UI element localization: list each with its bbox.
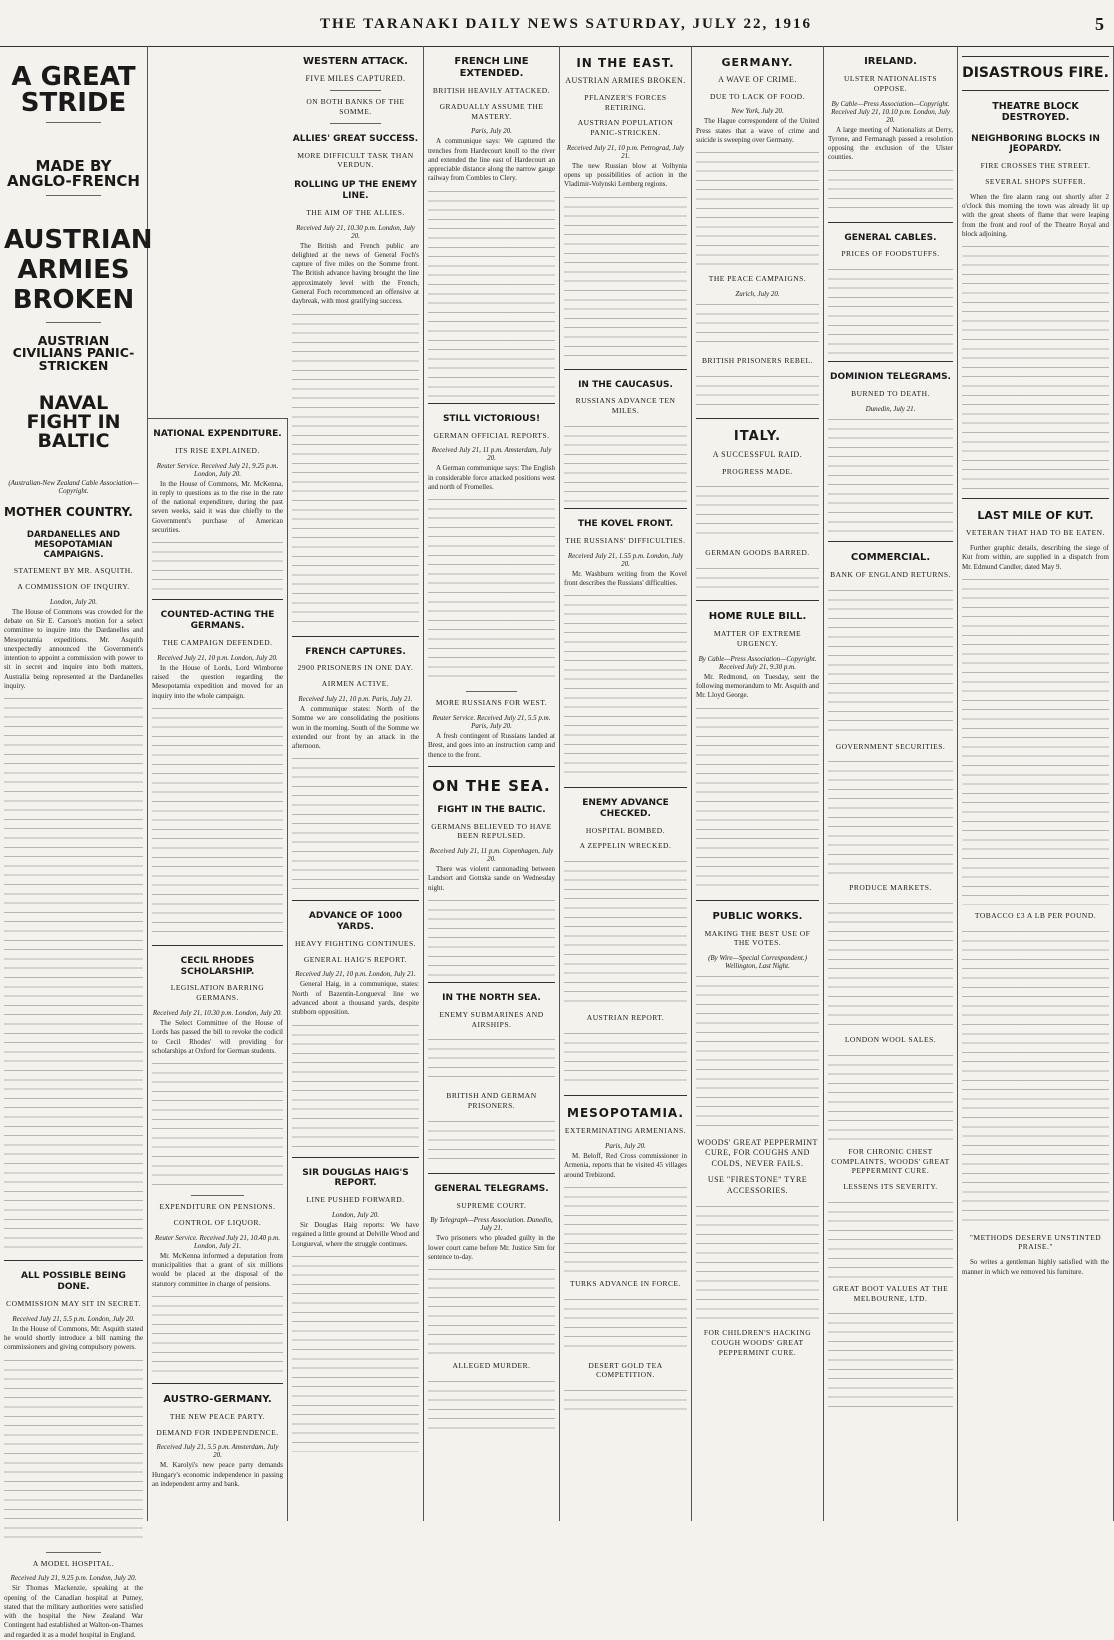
veteran-eaten-sub: VETERAN THAT HAD TO BE EATEN. [966,528,1105,538]
article-body: In the House of Lords, Lord Wimborne raised the question regarding the Mesopotamia expedition and moved for an inquiry into the whole campaign. [152,663,283,700]
article-text-continued [828,415,953,535]
severity-sub: LESSENS ITS SEVERITY. [843,1182,938,1192]
foodstuffs-sub: PRICES OF FOODSTUFFS. [841,249,940,259]
baltic-fight-head: FIGHT IN THE BALTIC. [437,804,546,815]
successful-raid-sub: A SUCCESSFUL RAID. [712,450,803,460]
article-text-continued [828,1198,953,1278]
supreme-court-sub: SUPREME COURT. [456,1200,527,1210]
dateline: Received July 21, 1.55 p.m. London, July 20. [567,551,684,568]
article-text-continued [564,857,687,1007]
repulsed-sub: GERMANS BELIEVED TO HAVE BEEN REPULSED. [431,821,552,841]
article-body: So writes a gentleman highly satisfied with the manner in which we removed his furniture. [962,1258,1109,1276]
barring-germans-sub: LEGISLATION BARRING GERMANS. [170,983,265,1003]
dateline: By Cable—Press Association—Copyright. Received July 21, 10.10 p.m. London, July 20. [831,99,950,124]
article-text-continued [696,704,819,894]
section-douglas-haig: SIR DOUGLAS HAIG'S REPORT. [302,1167,409,1189]
headline-anglo-french: MADE BY ANGLO-FRENCH [7,157,140,190]
article-text-continued [152,538,283,593]
dateline: Received July 21, 5.5 p.m. London, July 20. [12,1314,135,1323]
column-5 [560,46,692,1521]
produce-sub: PRODUCE MARKETS. [849,883,932,893]
section-enemy-checked: ENEMY ADVANCE CHECKED. [582,798,669,819]
ulster-sub: ULSTER NATIONALISTS OPPOSE. [843,74,938,93]
commission-inquiry-sub: A COMMISSION OF INQUIRY. [17,581,130,591]
article-text-continued [696,148,819,268]
dateline: By Cable—Press Association—Copyright. Received July 21, 9.30 p.m. [698,654,817,671]
five-miles-sub: FIVE MILES CAPTURED. [305,74,406,83]
independence-sub: DEMAND FOR INDEPENDENCE. [156,1427,279,1437]
article-body: There was violent cannonading between Landsort and Gottska sande on Wednesday night. [428,865,555,892]
neighboring-blocks-sub: NEIGHBORING BLOCKS IN JEOPARDY. [971,133,1100,155]
section-on-the-sea: ON THE SEA. [432,776,551,795]
section-general-cables: GENERAL CABLES. [844,232,937,243]
dateline: London, July 20. [331,1211,380,1220]
section-austro-germany: AUSTRO-GERMANY. [163,1393,272,1405]
article-text-continued [292,310,419,630]
article-text-continued [962,575,1109,905]
dateline: Received July 21, 10 p.m. Petrograd, July 21. [566,143,685,160]
ad-firestone: USE "FIRESTONE" TYRE ACCESSORIES. [707,1175,808,1195]
article-body: The House of Commons was crowded for the debate on Sir E. Carson's motion for a select committee to inquire into the Dardanelles and Mesopotamia expeditions. Mr. Asquith unexpectedly announced the Government's intention to appoint a commission with power to sit in secret and inquire into both matters, Australia being represented at the Dardanelles inquiry. [4,607,143,690]
section-cecil-rhodes: CECIL RHODES SCHOLARSHIP. [180,955,255,977]
crosses-street-sub: FIRE CROSSES THE STREET. [980,161,1091,171]
panic-sub: AUSTRIAN POPULATION PANIC-STRICKEN. [577,118,674,138]
article-text-continued [828,586,953,736]
article-text-continued [292,754,419,894]
section-national-expenditure: NATIONAL EXPENDITURE. [153,429,282,439]
article-body: The Hague correspondent of the United Press states that a wave of crime and suicide is sweeping over Germany. [696,117,819,144]
column-7 [824,46,958,1521]
desert-gold-sub: DESERT GOLD TEA COMPETITION. [588,1360,663,1380]
prisoners-rebel-sub: BRITISH PRISONERS REBEL. [702,355,813,365]
dateline: Received July 21, 10.30 p.m. London, July 20. [296,223,415,240]
article-body: Mr. Washburn writing from the Kovel front describes the Russians' difficulties. [564,569,687,587]
section-public-works: PUBLIC WORKS. [712,910,803,922]
column-6 [692,46,824,1521]
article-text-continued [564,1295,687,1355]
article-body: Sir Thomas Mackenzie, speaking at the opening of the Canadian hospital at Putney, stated that the military authorities were satisfied with the hospital the New Zealand War Contingent had established at Walton-on-Thames and regarded it as a model hospital in England. [4,1584,143,1639]
article-body: Mr. Redmond, on Tuesday, sent the following memorandum to Mr. Asquith and Mr. Lloyd George. [696,672,819,700]
section-kut: LAST MILE OF KUT. [977,509,1094,523]
article-text-continued [152,1292,283,1377]
securities-sub: GOVERNMENT SECURITIES. [835,741,946,751]
article-text-continued [564,1029,687,1089]
somme-banks-sub: ON BOTH BANKS OF THE SOMME. [306,97,405,117]
article-body: M. Beloff, Red Cross commissioner in Armenia, reports that he visited 45 villages around Trebizond. [564,1152,687,1179]
ad-chronic-chest: FOR CHRONIC CHEST COMPLAINTS, WOODS' GREAT PEPPERMINT CURE. [831,1146,950,1176]
column-3 [288,46,424,1521]
article-text-continued [4,694,143,1254]
dateline: Received July 21, 10 p.m. London, July 21. [295,970,416,979]
dateline: Dunedin, July 21. [865,404,916,413]
rolling-up-head: ROLLING UP THE ENEMY LINE. [294,180,417,201]
article-text-continued [696,972,819,1132]
article-text-continued [428,1117,555,1167]
turks-advance-sub: TURKS ADVANCE IN FORCE. [570,1278,681,1288]
dateline: Received July 21, 9.25 p.m. London, July 20. [10,1574,137,1583]
section-germany: GERMANY. [721,56,794,69]
article-text-continued [428,896,555,976]
section-in-the-east: IN THE EAST. [576,56,675,70]
peace-party-sub: THE NEW PEACE PARTY. [169,1411,266,1421]
zeppelin-sub: A ZEPPELIN WRECKED. [579,841,672,851]
article-text-continued [152,1059,283,1189]
page-number: 5 [1095,14,1104,34]
section-caucasus: IN THE CAUCASUS. [578,379,673,390]
aim-allies-sub: THE AIM OF THE ALLIES. [306,207,405,217]
article-body: The new Russian blow at Volhynia opens up possibilities of action in the Vladimir-Volynski Lemberg regions. [564,161,687,189]
article-text-continued [828,265,953,355]
article-body: When the fire alarm rang out shortly after 2 o'clock this morning the town was already lit up with the great sheets of flame that were leaping from the front and roof of the Theatre Royal and block adjoining. [962,192,1109,238]
article-text-continued [564,591,687,781]
progress-sub: PROGRESS MADE. [722,466,793,476]
dateline: Received July 21, 10 p.m. London, July 20. [157,653,278,662]
boot-values-sub: GREAT BOOT VALUES AT THE MELBOURNE, LTD. [832,1283,949,1303]
article-body: M. Karolyi's new peace party demands Hungary's economic independence in passing an independent army and bank. [152,1461,283,1488]
liquor-sub: CONTROL OF LIQUOR. [173,1217,262,1227]
article-text-continued [428,1265,555,1355]
article-text-continued [564,1183,687,1273]
shops-suffer-sub: SEVERAL SHOPS SUFFER. [985,176,1086,186]
article-text-continued [428,495,555,685]
article-body: A German communique says: The English in considerable force attacked positions west and north of Fromelles. [428,464,555,491]
dateline: New York, July 20. [731,107,784,116]
section-advance-yards: ADVANCE OF 1000 YARDS. [308,911,403,933]
headline-civilians-panic: AUSTRIAN CIVILIANS PANIC-STRICKEN [12,332,135,373]
section-mother-country: MOTHER COUNTRY. [4,505,133,520]
article-text-continued [564,1386,687,1416]
article-body: In the House of Commons, Mr. Asquith stated he would shortly introduce a bill naming the commissioners and giving compulsory powers. [4,1324,143,1352]
article-text-continued [962,242,1109,492]
article-text-continued [564,422,687,502]
section-commercial: COMMERCIAL. [850,551,931,563]
dateline: Received July 21, 10.30 p.m. London, July 20. [152,1008,283,1017]
prisoners-sub: BRITISH AND GERMAN PRISONERS. [446,1091,537,1111]
ad-woods-cure: WOODS' GREAT PEPPERMINT CURE, FOR COUGHS AND COLDS, NEVER FAILS. [697,1138,818,1168]
dateline: Received July 21, 5.5 p.m. Amsterdam, July 20. [156,1443,279,1460]
section-french-captures: FRENCH CAPTURES. [305,646,406,657]
campaign-defended-sub: THE CAMPAIGN DEFENDED. [162,637,273,647]
article-body: Mr. McKenna informed a deputation from municipalities that a grant of six millions would be placed at the disposal of the statutory committee in charge of pensions. [152,1251,283,1288]
article-text-continued [828,166,953,216]
section-french-line: FRENCH LINE EXTENDED. [454,56,529,79]
article-text-continued [696,372,819,412]
article-body: A communique states: North of the Somme we are consolidating the positions won in the morning. South of the Somme we extended our front by an attack in the afternoon. [292,704,419,751]
article-body: Further graphic details, describing the siege of Kut from within, are supplied in a dispatch from Mr. Edmund Candler, dated May 9. [962,544,1109,571]
russians-difficulties-sub: THE RUSSIANS' DIFFICULTIES. [565,535,686,545]
headline-naval-fight: NAVAL FIGHT IN BALTIC [26,392,121,453]
burned-sub: BURNED TO DEATH. [851,389,930,399]
austrian-broken-sub: AUSTRIAN ARMIES BROKEN. [565,76,686,86]
wool-sales-sub: LONDON WOOL SALES. [844,1035,937,1045]
section-dardanelles-sub: DARDANELLES AND MESOPOTAMIAN CAMPAIGNS. [26,529,121,560]
article-body: A large meeting of Nationalists at Derry, Tyrone, and Fermanagh passed a resolution opposing the exclusion of the Ulster counties. [828,125,953,162]
section-dominion-telegrams: DOMINION TELEGRAMS. [830,372,951,383]
ten-miles-sub: RUSSIANS ADVANCE TEN MILES. [575,396,676,416]
urgency-sub: MATTER OF EXTREME URGENCY. [713,629,802,648]
german-reports-sub: GERMAN OFFICIAL REPORTS. [433,430,550,440]
article-text-continued [696,300,819,350]
article-text-continued [292,1252,419,1452]
article-text-continued [428,187,555,397]
article-body: The British and French public are delighted at the news of General Foch's capture of five miles on the Somme front. The British advance having brought the line approximately level with the French, General Foch recommenced an offensive at daybreak, with most gratifying success. [292,241,419,306]
section-western-attack: WESTERN ATTACK. [303,56,408,67]
masthead [0,0,1114,47]
wave-crime-sub: A WAVE OF CRIME. [718,75,797,85]
airmen-sub: AIRMEN ACTIVE. [321,679,390,689]
article-text-continued [152,704,283,939]
dateline: Paris, July 20. [471,127,512,136]
dateline: Received July 21, 11 p.m. Copenhagen, July 20. [429,847,554,864]
article-text-continued [696,564,819,594]
article-body: Two prisoners who pleaded guilty in the lower court came before Mr. Justice Sim for sentence to-day. [428,1234,555,1261]
ad-hacking-cough: FOR CHILDREN'S HACKING COUGH WOODS' GREAT PEPPERMINT CURE. [703,1328,812,1357]
article-text-continued [696,482,819,542]
german-goods-sub: GERMAN GOODS BARRED. [705,548,810,558]
pensions-sub: EXPENDITURE ON PENSIONS. [159,1202,276,1212]
asquith-statement-sub: STATEMENT BY MR. ASQUITH. [13,566,134,576]
section-kovel-front: THE KOVEL FRONT. [577,518,674,529]
column-1 [0,46,153,1639]
dateline: Reuter Service. Received July 21, 5.5 p.m. Paris, July 20. [432,713,551,730]
dateline: London, July 20. [49,597,98,606]
article-text-continued [828,1309,953,1409]
masthead-title: THE TARANAKI DAILY NEWS SATURDAY, JULY 22, 1916 [320,16,813,32]
article-body: Sir Douglas Haig reports: We have regained a little ground at Delville Wood and Longueval, where the struggle continues. [292,1221,419,1248]
rise-explained-sub: ITS RISE EXPLAINED. [175,445,260,455]
dateline: (By Wire—Special Correspondent.) Wellington, Last Night. [708,954,807,971]
article-body: In the House of Commons, Mr. McKenna, in reply to questions as to the rise in the rate of the national expenditure, during the past seven weeks, said it was due chiefly to the Government's purchase of American securities. [152,479,283,535]
article-body: A fresh contingent of Russians landed at Brest, and goes into an instruction camp and thence to the front. [428,731,555,759]
article-text-continued [828,899,953,1029]
article-body: A communique says: We captured the trenches from Hardecourt knoll to the river and extended the line east of Hardecourt an appreciable distance along the narrow gauge railway from Combles to Clery. [428,137,555,183]
hospital-bombed-sub: HOSPITAL BOMBED. [585,825,666,835]
heavy-fighting-sub: HEAVY FIGHTING CONTINUES. [294,938,417,948]
dateline: Reuter Service. Received July 21, 9.25 p.m. London, July 20. [156,461,279,478]
section-general-telegrams: GENERAL TELEGRAMS. [434,1183,549,1194]
column-4 [424,46,560,1521]
article-text-continued [4,1356,143,1546]
column-2 [148,418,288,1521]
armenians-sub: EXTERMINATING ARMENIANS. [564,1126,687,1136]
article-text-continued [828,757,953,877]
column-8 [958,46,1114,1521]
article-text-continued [292,1021,419,1151]
headline-austrian-armies: AUSTRIAN ARMIES BROKEN [4,225,153,315]
article-text-continued [828,1051,953,1141]
commission-secret-sub: COMMISSION MAY SIT IN SECRET. [6,1298,141,1308]
dateline: Paris, July 20. [605,1142,646,1151]
section-italy: ITALY. [733,428,782,444]
model-hospital-sub: A MODEL HOSPITAL. [32,1558,115,1568]
lack-food-sub: DUE TO LACK OF FOOD. [710,91,805,101]
section-counted-acting: COUNTED-ACTING THE GERMANS. [160,610,275,632]
best-use-sub: MAKING THE BEST USE OF THE VOTES. [704,928,811,948]
alleged-murder-sub: ALLEGED MURDER. [452,1361,531,1371]
section-north-sea: IN THE NORTH SEA. [442,993,541,1003]
section-mesopotamia: MESOPOTAMIA. [567,1105,684,1120]
article-text-continued [696,1202,819,1322]
section-disastrous-fire: DISASTROUS FIRE. [962,56,1109,91]
section-home-rule: HOME RULE BILL. [708,611,807,623]
methods-praise-sub: "METHODS DESERVE UNSTINTED PRAISE." [969,1232,1102,1252]
dateline: Reuter Service. Received July 21, 10.40 p.m. London, July 21. [155,1233,280,1250]
article-text-continued [428,1377,555,1437]
tobacco-sub: TOBACCO £3 A LB PER POUND. [974,910,1097,920]
mastery-sub: GRADUALLY ASSUME THE MASTERY. [439,101,544,121]
austrian-report-sub: AUSTRIAN REPORT. [586,1013,665,1023]
section-ireland: IRELAND. [864,56,917,67]
pflanzer-sub: PFLANZER'S FORCES RETIRING. [584,92,667,112]
article-text-continued [564,193,687,363]
cable-credit: (Australian-New Zealand Cable Association—Copyright. [8,479,139,496]
dateline: Zurich, July 20. [735,289,780,298]
peace-campaigns-sub: THE PEACE CAMPAIGNS. [708,274,807,284]
russians-west-sub: MORE RUSSIANS FOR WEST. [435,698,548,708]
theatre-block-sub: THEATRE BLOCK DESTROYED. [992,100,1079,124]
article-text-continued [428,1035,555,1085]
section-all-possible: ALL POSSIBLE BEING DONE. [21,1271,126,1293]
article-body: General Haig, in a communique, states: North of Bazentin-Longueval line we advanced about a thousand yards, despite stubborn opposition. [292,980,419,1017]
haig-report-sub: GENERAL HAIG'S REPORT. [303,954,408,964]
allies-success-head: ALLIES' GREAT SUCCESS. [292,133,419,144]
dateline: Received July 21, 10 p.m. Paris, July 21. [298,694,413,703]
submarines-sub: ENEMY SUBMARINES AND AIRSHIPS. [439,1009,544,1029]
bank-england-sub: BANK OF ENGLAND RETURNS. [830,569,951,579]
section-still-victorious: STILL VICTORIOUS! [442,413,541,424]
dateline: Received July 21, 11 p.m. Amsterdam, July 20. [431,446,552,463]
dateline: By Telegraph—Press Association. Dunedin, July 21. [430,1216,553,1233]
line-pushed-sub: LINE PUSHED FORWARD. [306,1195,405,1205]
article-body: The Select Committee of the House of Lords has passed the bill to revoke the codicil to Cecil Rhodes' will providing for scholarships at Oxford for German students. [152,1018,283,1055]
headline-great-stride: A GREAT STRIDE [11,62,136,118]
prisoners-sub: 2900 PRISONERS IN ONE DAY. [297,663,414,673]
heavily-attacked-sub: BRITISH HEAVILY ATTACKED. [432,86,551,95]
article-text-continued [962,927,1109,1227]
verdun-sub: MORE DIFFICULT TASK THAN VERDUN. [297,150,414,170]
